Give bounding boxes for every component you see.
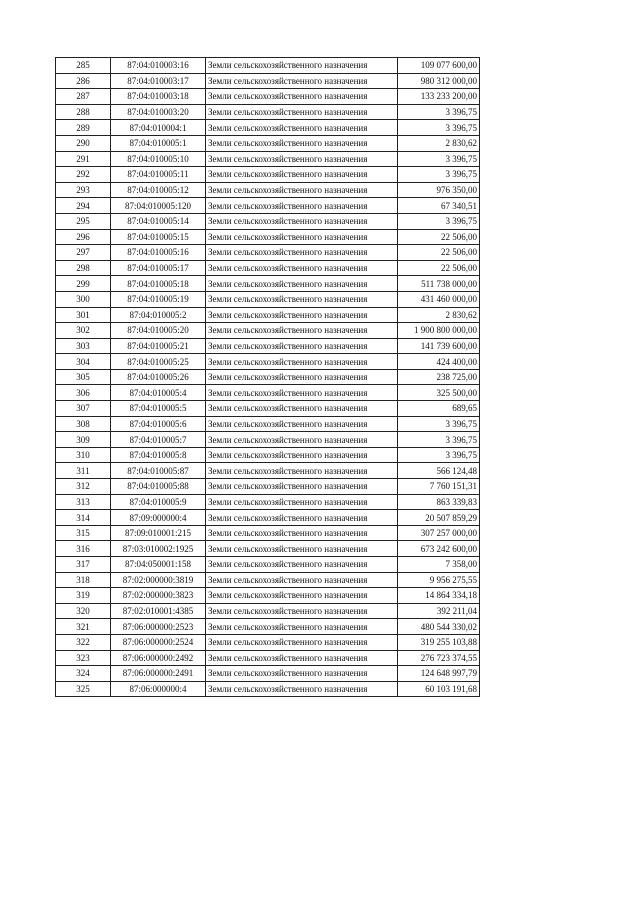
table-row <box>56 151 480 167</box>
cadastral-number: 87:06:000000:2524 <box>111 634 206 650</box>
table-row <box>56 619 480 635</box>
cadastral-number: 87:04:050001:158 <box>111 557 206 573</box>
row-number: 311 <box>56 463 111 479</box>
cadastral-number: 87:04:010005:21 <box>111 338 206 354</box>
land-category: Земли сельскохозяйственного назначения <box>206 541 398 557</box>
land-category: Земли сельскохозяйственного назначения <box>206 135 398 151</box>
land-category: Земли сельскохозяйственного назначения <box>206 58 398 74</box>
cadastral-number: 87:04:010005:1 <box>111 135 206 151</box>
land-category: Земли сельскохозяйственного назначения <box>206 525 398 541</box>
cadastral-value: 3 396,75 <box>398 447 480 463</box>
land-category: Земли сельскохозяйственного назначения <box>206 338 398 354</box>
cadastral-value: 124 648 997,79 <box>398 666 480 682</box>
land-category: Земли сельскохозяйственного назначения <box>206 291 398 307</box>
cadastral-value: 7 760 151,31 <box>398 479 480 495</box>
cadastral-value: 3 396,75 <box>398 120 480 136</box>
row-number: 307 <box>56 401 111 417</box>
row-number: 289 <box>56 120 111 136</box>
land-category: Земли сельскохозяйственного назначения <box>206 447 398 463</box>
table-row <box>56 401 480 417</box>
cadastral-value: 2 830,62 <box>398 135 480 151</box>
table-row <box>56 198 480 214</box>
cadastral-value: 22 506,00 <box>398 245 480 261</box>
table-row <box>56 557 480 573</box>
cadastral-number: 87:06:000000:4 <box>111 681 206 697</box>
land-category: Земли сельскохозяйственного назначения <box>206 276 398 292</box>
cadastral-value: 431 460 000,00 <box>398 291 480 307</box>
row-number: 315 <box>56 525 111 541</box>
cadastral-value: 511 738 000,00 <box>398 276 480 292</box>
cadastral-value: 3 396,75 <box>398 432 480 448</box>
land-category: Земли сельскохозяйственного назначения <box>206 432 398 448</box>
row-number: 310 <box>56 447 111 463</box>
table-row <box>56 603 480 619</box>
land-category: Земли сельскохозяйственного назначения <box>206 260 398 276</box>
cadastral-number: 87:04:010005:11 <box>111 167 206 183</box>
row-number: 306 <box>56 385 111 401</box>
row-number: 294 <box>56 198 111 214</box>
land-category: Земли сельскохозяйственного назначения <box>206 120 398 136</box>
row-number: 300 <box>56 291 111 307</box>
cadastral-value: 1 900 800 000,00 <box>398 323 480 339</box>
row-number: 323 <box>56 650 111 666</box>
table-row <box>56 650 480 666</box>
cadastral-value: 60 103 191,68 <box>398 681 480 697</box>
cadastral-value: 9 956 275,55 <box>398 572 480 588</box>
table-row <box>56 73 480 89</box>
cadastral-number: 87:04:010005:5 <box>111 401 206 417</box>
row-number: 319 <box>56 588 111 604</box>
cadastral-number: 87:04:010005:17 <box>111 260 206 276</box>
cadastral-value: 319 255 103,88 <box>398 634 480 650</box>
land-category: Земли сельскохозяйственного назначения <box>206 588 398 604</box>
table-row <box>56 182 480 198</box>
land-category: Земли сельскохозяйственного назначения <box>206 151 398 167</box>
table-row <box>56 120 480 136</box>
cadastral-number: 87:02:000000:3819 <box>111 572 206 588</box>
row-number: 298 <box>56 260 111 276</box>
table-row <box>56 354 480 370</box>
table-row <box>56 416 480 432</box>
land-category: Земли сельскохозяйственного назначения <box>206 385 398 401</box>
row-number: 325 <box>56 681 111 697</box>
row-number: 312 <box>56 479 111 495</box>
table-row <box>56 167 480 183</box>
cadastral-value: 480 544 330,02 <box>398 619 480 635</box>
row-number: 318 <box>56 572 111 588</box>
cadastral-number: 87:04:010005:88 <box>111 479 206 495</box>
cadastral-number: 87:04:010005:20 <box>111 323 206 339</box>
cadastral-number: 87:04:010005:4 <box>111 385 206 401</box>
cadastral-value: 3 396,75 <box>398 213 480 229</box>
land-category: Земли сельскохозяйственного назначения <box>206 323 398 339</box>
row-number: 321 <box>56 619 111 635</box>
cadastral-number: 87:04:010005:14 <box>111 213 206 229</box>
row-number: 293 <box>56 182 111 198</box>
table-body <box>56 58 480 697</box>
cadastral-value: 2 830,62 <box>398 307 480 323</box>
cadastral-value: 673 242 600,00 <box>398 541 480 557</box>
table-row <box>56 634 480 650</box>
land-category: Земли сельскохозяйственного назначения <box>206 73 398 89</box>
cadastral-value: 980 312 000,00 <box>398 73 480 89</box>
land-category: Земли сельскохозяйственного назначения <box>206 572 398 588</box>
land-category: Земли сельскохозяйственного назначения <box>206 213 398 229</box>
cadastral-number: 87:09:000000:4 <box>111 510 206 526</box>
cadastral-number: 87:04:010005:6 <box>111 416 206 432</box>
table-row <box>56 385 480 401</box>
row-number: 320 <box>56 603 111 619</box>
table-row <box>56 681 480 697</box>
table-row <box>56 494 480 510</box>
cadastral-number: 87:04:010005:16 <box>111 245 206 261</box>
cadastral-number: 87:04:010005:19 <box>111 291 206 307</box>
cadastral-number: 87:06:000000:2523 <box>111 619 206 635</box>
cadastral-value: 325 500,00 <box>398 385 480 401</box>
table-row <box>56 135 480 151</box>
land-category: Земли сельскохозяйственного назначения <box>206 401 398 417</box>
land-category: Земли сельскохозяйственного назначения <box>206 245 398 261</box>
row-number: 295 <box>56 213 111 229</box>
land-category: Земли сельскохозяйственного назначения <box>206 479 398 495</box>
row-number: 296 <box>56 229 111 245</box>
cadastral-value: 566 124,48 <box>398 463 480 479</box>
cadastral-number: 87:09:010001:215 <box>111 525 206 541</box>
cadastral-value: 392 211,04 <box>398 603 480 619</box>
cadastral-value: 3 396,75 <box>398 104 480 120</box>
row-number: 287 <box>56 89 111 105</box>
table-row <box>56 245 480 261</box>
row-number: 303 <box>56 338 111 354</box>
table-row <box>56 104 480 120</box>
cadastral-number: 87:04:010005:120 <box>111 198 206 214</box>
land-category: Земли сельскохозяйственного назначения <box>206 494 398 510</box>
row-number: 309 <box>56 432 111 448</box>
row-number: 317 <box>56 557 111 573</box>
cadastral-number: 87:04:010005:12 <box>111 182 206 198</box>
cadastral-value: 3 396,75 <box>398 151 480 167</box>
row-number: 313 <box>56 494 111 510</box>
cadastral-number: 87:04:010004:1 <box>111 120 206 136</box>
cadastral-number: 87:06:000000:2491 <box>111 666 206 682</box>
row-number: 297 <box>56 245 111 261</box>
cadastral-value: 22 506,00 <box>398 229 480 245</box>
cadastral-number: 87:04:010005:7 <box>111 432 206 448</box>
cadastral-value: 424 400,00 <box>398 354 480 370</box>
table-row <box>56 463 480 479</box>
row-number: 292 <box>56 167 111 183</box>
table-row <box>56 229 480 245</box>
table-row <box>56 369 480 385</box>
table-row <box>56 276 480 292</box>
row-number: 305 <box>56 369 111 385</box>
cadastral-number: 87:04:010005:15 <box>111 229 206 245</box>
row-number: 288 <box>56 104 111 120</box>
cadastral-value: 141 739 600,00 <box>398 338 480 354</box>
row-number: 314 <box>56 510 111 526</box>
cadastral-number: 87:04:010005:10 <box>111 151 206 167</box>
land-category: Земли сельскохозяйственного назначения <box>206 510 398 526</box>
row-number: 285 <box>56 58 111 74</box>
cadastral-value: 276 723 374,55 <box>398 650 480 666</box>
table-row <box>56 291 480 307</box>
table-row <box>56 89 480 105</box>
cadastral-number: 87:03:010002:1925 <box>111 541 206 557</box>
land-category: Земли сельскохозяйственного назначения <box>206 354 398 370</box>
row-number: 291 <box>56 151 111 167</box>
table-row <box>56 588 480 604</box>
cadastral-number: 87:04:010003:20 <box>111 104 206 120</box>
cadastral-number: 87:04:010005:9 <box>111 494 206 510</box>
table-row <box>56 338 480 354</box>
cadastral-value: 3 396,75 <box>398 167 480 183</box>
land-category: Земли сельскохозяйственного назначения <box>206 557 398 573</box>
cadastral-number: 87:06:000000:2492 <box>111 650 206 666</box>
land-category: Земли сельскохозяйственного назначения <box>206 666 398 682</box>
row-number: 299 <box>56 276 111 292</box>
table-row <box>56 572 480 588</box>
row-number: 322 <box>56 634 111 650</box>
table-row <box>56 479 480 495</box>
table-row <box>56 666 480 682</box>
table-row <box>56 447 480 463</box>
cadastral-value: 863 339,83 <box>398 494 480 510</box>
cadastral-value: 307 257 000,00 <box>398 525 480 541</box>
cadastral-number: 87:04:010005:25 <box>111 354 206 370</box>
row-number: 304 <box>56 354 111 370</box>
row-number: 302 <box>56 323 111 339</box>
land-category: Земли сельскохозяйственного назначения <box>206 650 398 666</box>
cadastral-number: 87:02:000000:3823 <box>111 588 206 604</box>
cadastral-number: 87:04:010005:18 <box>111 276 206 292</box>
table-row <box>56 260 480 276</box>
table-row <box>56 58 480 74</box>
row-number: 286 <box>56 73 111 89</box>
cadastral-value: 14 864 334,18 <box>398 588 480 604</box>
row-number: 290 <box>56 135 111 151</box>
cadastral-value: 3 396,75 <box>398 416 480 432</box>
table-row <box>56 432 480 448</box>
cadastral-number: 87:04:010003:18 <box>111 89 206 105</box>
land-category: Земли сельскохозяйственного назначения <box>206 681 398 697</box>
cadastral-number: 87:04:010005:2 <box>111 307 206 323</box>
cadastral-value: 133 233 200,00 <box>398 89 480 105</box>
land-category: Земли сельскохозяйственного назначения <box>206 182 398 198</box>
cadastral-value: 109 077 600,00 <box>398 58 480 74</box>
land-category: Земли сельскохозяйственного назначения <box>206 416 398 432</box>
table-row <box>56 307 480 323</box>
cadastral-value: 20 507 859,29 <box>398 510 480 526</box>
land-category: Земли сельскохозяйственного назначения <box>206 307 398 323</box>
cadastral-value: 7 358,00 <box>398 557 480 573</box>
land-category: Земли сельскохозяйственного назначения <box>206 198 398 214</box>
cadastral-value: 976 350,00 <box>398 182 480 198</box>
row-number: 301 <box>56 307 111 323</box>
cadastral-number: 87:04:010005:87 <box>111 463 206 479</box>
cadastral-number: 87:04:010005:8 <box>111 447 206 463</box>
land-category: Земли сельскохозяйственного назначения <box>206 369 398 385</box>
table-row <box>56 213 480 229</box>
cadastral-number: 87:04:010003:16 <box>111 58 206 74</box>
land-category: Земли сельскохозяйственного назначения <box>206 634 398 650</box>
cadastral-number: 87:04:010005:26 <box>111 369 206 385</box>
cadastral-number: 87:04:010003:17 <box>111 73 206 89</box>
land-category: Земли сельскохозяйственного назначения <box>206 619 398 635</box>
land-category: Земли сельскохозяйственного назначения <box>206 603 398 619</box>
land-category: Земли сельскохозяйственного назначения <box>206 167 398 183</box>
cadastral-number: 87:02:010001:4385 <box>111 603 206 619</box>
cadastral-value-table <box>55 57 480 697</box>
land-category: Земли сельскохозяйственного назначения <box>206 89 398 105</box>
cadastral-value: 689,65 <box>398 401 480 417</box>
row-number: 308 <box>56 416 111 432</box>
cadastral-value: 22 506,00 <box>398 260 480 276</box>
cadastral-value: 238 725,00 <box>398 369 480 385</box>
table-row <box>56 323 480 339</box>
row-number: 324 <box>56 666 111 682</box>
row-number: 316 <box>56 541 111 557</box>
table-row <box>56 510 480 526</box>
cadastral-value: 67 340,51 <box>398 198 480 214</box>
table-row <box>56 541 480 557</box>
land-category: Земли сельскохозяйственного назначения <box>206 463 398 479</box>
land-category: Земли сельскохозяйственного назначения <box>206 104 398 120</box>
table-row <box>56 525 480 541</box>
land-category: Земли сельскохозяйственного назначения <box>206 229 398 245</box>
